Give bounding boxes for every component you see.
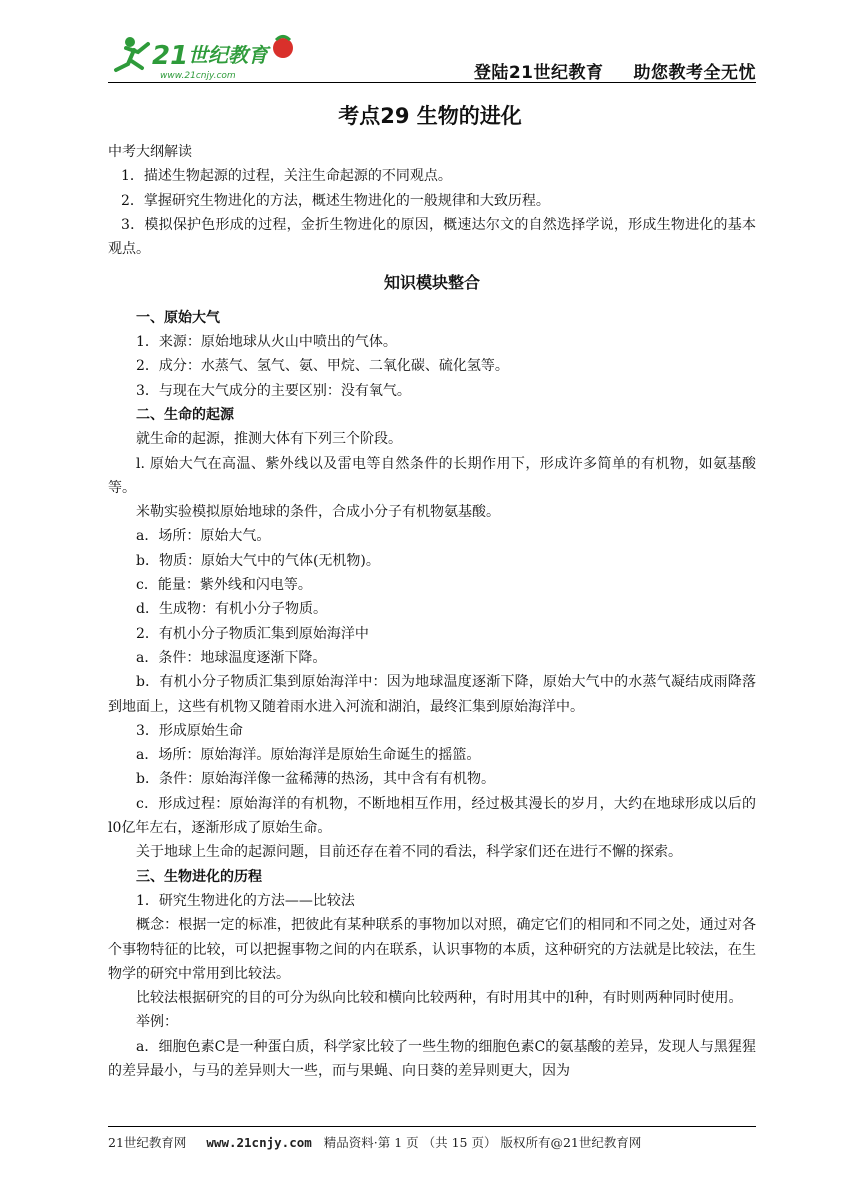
page-title: 考点29 生物的进化	[338, 104, 522, 128]
paragraph: a．场所：原始海洋。原始海洋是原始生命诞生的摇篮。	[136, 747, 481, 764]
paragraph: 2．有机小分子物质汇集到原始海洋中	[136, 625, 369, 642]
slogan-left: 登陆21世纪教育	[473, 63, 604, 83]
paragraph: 概念：根据一定的标准，把彼此有某种联系的事物加以对照，确定它们的相同和不同之处，通过对各个事物特征的比较，可以把握事物之间的内在联系，认识事物的本质，这种研究的方法就是比较法，在生物学的研究中常用到比较法。	[108, 917, 756, 982]
section-heading: 一、原始大气	[136, 309, 220, 326]
footer-info: 精品资料·第 1 页 （共 15 页） 版权所有@21世纪教育网	[323, 1135, 642, 1150]
knowledge-content	[108, 306, 756, 1084]
paragraph: b．物质：原始大气中的气体(无机物)。	[136, 552, 380, 569]
footer-site: 21世纪教育网	[108, 1135, 187, 1150]
logo-url: www.21cnjy.com	[160, 71, 236, 81]
paragraph: 关于地球上生命的起源问题，目前还存在着不同的看法，科学家们还在进行不懈的探索。	[136, 844, 682, 861]
paragraph: 1．来源：原始地球从火山中喷出的气体。	[136, 334, 397, 351]
paragraph: 比较法根据研究的目的可分为纵向比较和横向比较两种，有时用其中的l种，有时则两种同时使用。	[136, 990, 743, 1007]
outline-item: 3．模拟保护色形成的过程，金折生物进化的原因，概速达尔文的自然选择学说，形成生物进化的基本观点。	[108, 216, 756, 258]
header-slogan	[474, 58, 756, 83]
section-heading: 二、生命的起源	[136, 406, 234, 423]
paragraph: b．条件：原始海洋像一盆稀薄的热汤，其中含有有机物。	[136, 771, 495, 788]
section-title: 知识模块整合	[383, 273, 480, 293]
paragraph: 2．成分：水蒸气、氢气、氨、甲烷、二氧化碳、硫化氢等。	[136, 358, 509, 375]
outline-item: 2．掌握研究生物进化的方法，概述生物进化的一般规律和大致历程。	[121, 192, 550, 209]
paragraph: 米勒实验模拟原始地球的条件，合成小分子有机物氨基酸。	[136, 504, 500, 521]
outline-heading: 中考大纲解读	[108, 144, 192, 160]
paragraph: c．形成过程：原始海洋的有机物，不断地相互作用，经过极其漫长的岁月，大约在地球形成以后的l0亿年左右，逐渐形成了原始生命。	[108, 795, 756, 837]
paragraph: 举例：	[136, 1014, 178, 1031]
logo-icon	[108, 30, 308, 82]
paragraph: 3．与现在大气成分的主要区别：没有氧气。	[136, 382, 411, 399]
section-heading: 三、生物进化的历程	[136, 868, 262, 885]
slogan-right: 助您教考全无忧	[633, 63, 756, 83]
logo[interactable]	[108, 30, 308, 82]
footer-url[interactable]: www.21cnjy.com	[206, 1135, 312, 1150]
document-body	[108, 140, 756, 1083]
page-footer	[108, 1133, 756, 1151]
paragraph: a．细胞色素C是一种蛋白质，科学家比较了一些生物的细胞色素C的氨基酸的差异，发现人与黑猩猩的差异最小，与马的差异则大一些，而与果蝇、向日葵的差异则更大，因为	[108, 1038, 756, 1079]
paragraph: l. 原始大气在高温、紫外线以及雷电等自然条件的长期作用下，形成许多简单的有机物，如氨基酸等。	[108, 455, 756, 496]
page-header	[108, 22, 756, 84]
svg-text:21: 21	[152, 41, 189, 71]
header-divider	[108, 82, 756, 83]
footer-divider	[108, 1126, 756, 1127]
paragraph: 就生命的起源，推测大体有下列三个阶段。	[136, 431, 402, 448]
paragraph: a．条件：地球温度逐渐下降。	[136, 649, 327, 666]
svg-text:世纪教育: 世纪教育	[188, 43, 268, 67]
paragraph: d．生成物：有机小分子物质。	[136, 601, 327, 618]
outline-list	[108, 164, 756, 261]
paragraph: 1．研究生物进化的方法——比较法	[136, 892, 355, 909]
paragraph: b．有机小分子物质汇集到原始海洋中：因为地球温度逐渐下降，原始大气中的水蒸气凝结成雨降落到地面上，这些有机物又随着雨水进入河流和湖泊，最终汇集到原始海洋中。	[108, 674, 756, 715]
paragraph: c．能量：紫外线和闪电等。	[136, 577, 312, 594]
paragraph: 3．形成原始生命	[136, 722, 243, 739]
outline-item: 1．描述生物起源的过程，关注生命起源的不同观点。	[121, 168, 452, 185]
paragraph: a．场所：原始大气。	[136, 528, 271, 545]
